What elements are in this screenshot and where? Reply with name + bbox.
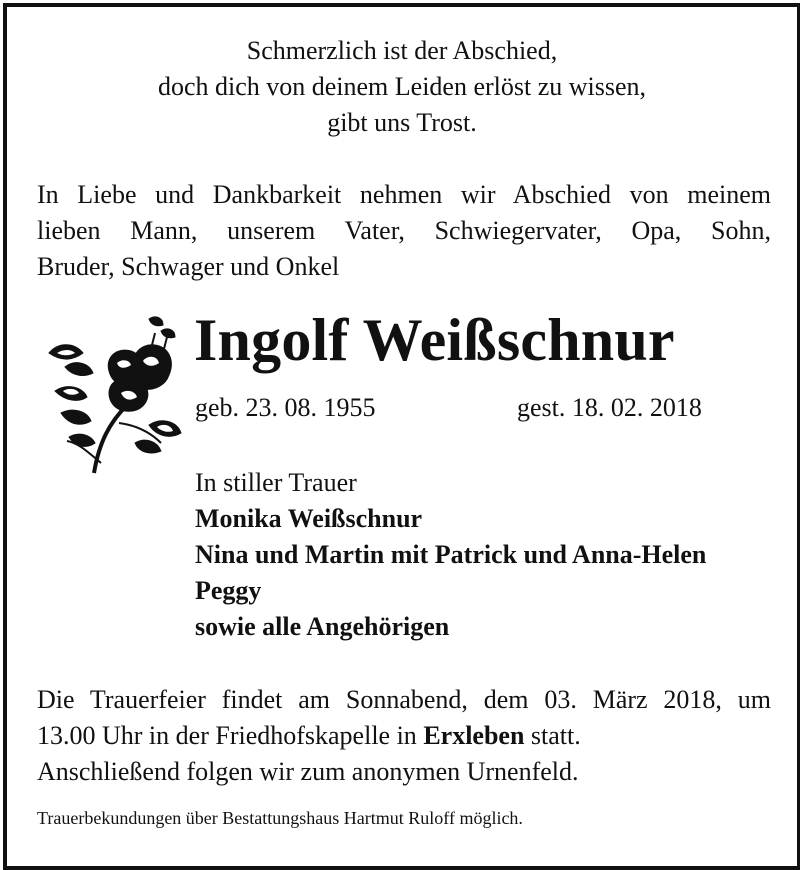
quote-line-2: doch dich von deinem Leiden erlöst zu wissen, — [157, 72, 647, 101]
death-date: gest. 18. 02. 2018 — [517, 393, 702, 422]
intro-line-1: In Liebe und Dankbarkeit nehmen wir Abschied von meinem — [37, 180, 771, 209]
birth-date: geb. 23. 08. 1955 — [195, 393, 376, 422]
deceased-name: Ingolf Weißschnur — [194, 307, 675, 373]
intro-line-2: lieben Mann, unserem Vater, Schwiegervater, Opa, Sohn, — [37, 216, 771, 245]
ceremony-line-3: Anschließend folgen wir zum anonymen Urnenfeld. — [37, 757, 579, 786]
ceremony-line-2-text: 13.00 Uhr in der Friedhofskapelle in — [37, 721, 424, 750]
mourners-intro: In stiller Trauer — [195, 468, 357, 497]
intro-line-3: Bruder, Schwager und Onkel — [37, 252, 340, 281]
mourner-name: Nina und Martin mit Patrick und Anna-Helen — [195, 540, 707, 569]
mourner-name: Peggy — [195, 576, 262, 605]
mourner-name: Monika Weißschnur — [195, 504, 423, 533]
ceremony-line-1: Die Trauerfeier findet am Sonnabend, dem 03. März 2018, um — [37, 685, 771, 714]
mourner-name: sowie alle Angehörigen — [195, 612, 450, 641]
ceremony-line-2 — [37, 718, 581, 754]
obituary-frame — [3, 3, 800, 870]
rose-icon — [39, 313, 191, 475]
ceremony-line-2-end: statt. — [524, 721, 581, 750]
quote-line-3: gibt uns Trost. — [327, 108, 477, 137]
quote-line-1: Schmerzlich ist der Abschied, — [246, 36, 558, 65]
ceremony-place: Erxleben — [423, 721, 525, 750]
footer-note: Trauerbekundungen über Bestattungshaus Hartmut Ruloff möglich. — [37, 808, 523, 828]
